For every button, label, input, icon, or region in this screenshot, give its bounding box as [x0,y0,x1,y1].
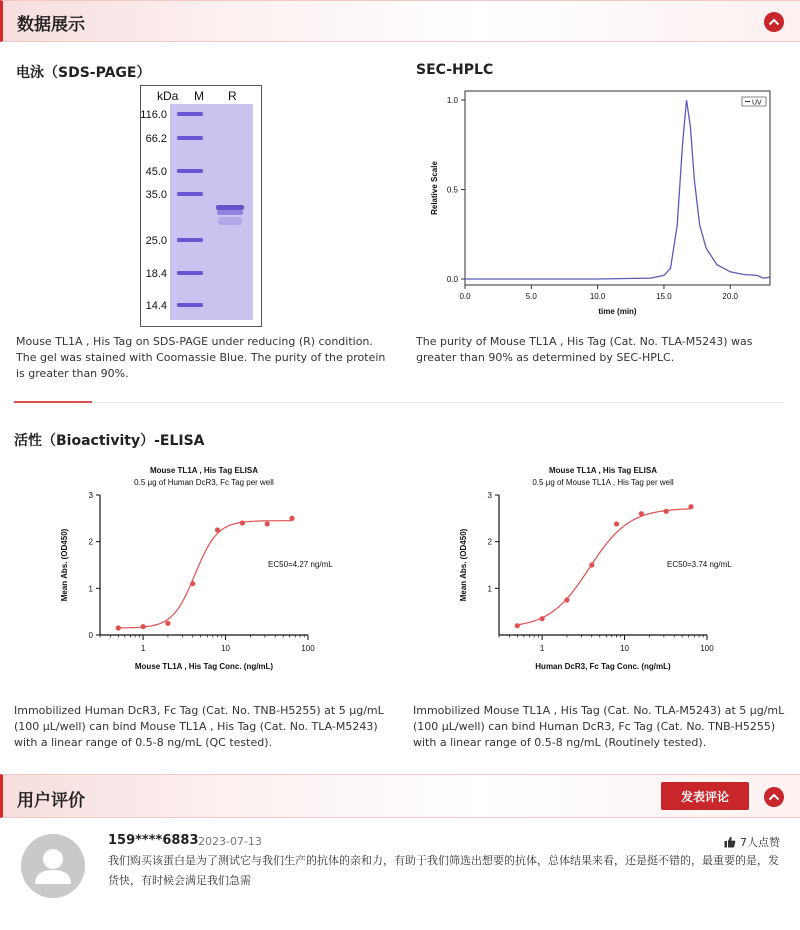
marker-band [177,136,203,140]
chart-title: Mouse TL1A , His Tag ELISA [149,466,259,475]
chevron-up-icon [768,18,780,26]
marker-band [177,169,203,173]
ec50-annotation: EC50=3.74 ng/mL [667,560,732,569]
data-point [165,621,170,626]
data-point [515,623,520,628]
marker-band [177,238,203,242]
marker-band [177,192,203,196]
x-tick-label: 100 [700,644,714,653]
data-point [589,562,594,567]
chart-title: Mouse TL1A , His Tag ELISA [548,466,658,475]
divider-accent [14,401,92,403]
sample-band [216,205,244,210]
x-tick-label: 10 [620,644,630,653]
collapse-button[interactable] [764,787,784,807]
data-point [614,521,619,526]
data-point [289,516,294,521]
data-point [265,521,270,526]
data-display-header [0,0,800,42]
avatar [21,834,85,898]
collapse-button[interactable] [764,12,784,32]
marker-label: 45.0 [145,166,167,178]
y-axis-label: Mean Abs. (OD450) [60,528,69,602]
sample-band-lower [217,210,243,215]
y-axis-label: Relative Scale [430,161,439,215]
x-tick-label: 10 [221,644,231,653]
sds-description: Mouse TL1A , His Tag on SDS-PAGE under reducing (R) condition. The gel was stained with Coomassie Blue. The purity of the protein is greater than 90%. [16,335,386,380]
chevron-up-icon [768,793,780,801]
sec-hplc-chart [420,88,780,323]
review-username: 159****6883 [108,833,199,848]
sec-description: The purity of Mouse TL1A , His Tag (Cat. No. TLA-M5243) was greater than 90% as determined by SEC-HPLC. [416,335,753,364]
x-axis-label: Mouse TL1A , His Tag Conc. (ng/mL) [134,662,274,671]
data-point [688,504,693,509]
x-tick-label: 0.0 [459,292,471,301]
sample-band-smear [218,217,242,225]
elisa-chart-1 [50,460,350,680]
y-tick-label: 1.0 [446,96,458,105]
y-tick-label: 0.5 [446,185,458,195]
data-point [540,616,545,621]
thumbs-up-icon [724,836,736,848]
marker-label: 25.0 [145,235,167,247]
data-point [215,527,220,532]
y-tick-label: 0.0 [446,275,458,284]
y-axis-label: Mean Abs. (OD450) [459,528,468,602]
data-point [116,625,121,630]
marker-band [177,112,203,116]
reviews-header [0,774,800,818]
y-tick-label: 3 [487,491,492,500]
data-point [141,624,146,629]
y-tick-label: 1 [487,584,492,594]
y-tick-label: 1 [88,584,93,594]
gel-kda-label: kDa [157,89,179,103]
divider [14,402,784,403]
post-review-button[interactable]: 发表评论 [661,782,749,810]
y-tick-label: 2 [88,537,93,547]
x-axis-label: Human DcR3, Fc Tag Conc. (ng/mL) [535,662,671,671]
legend-label: UV [752,99,762,107]
fit-curve [517,509,691,625]
x-tick-label: 10.0 [589,292,606,301]
x-axis-label: time (min) [598,307,637,316]
marker-label: 66.2 [145,133,167,145]
sds-gel-image [140,85,262,327]
data-point [190,581,195,586]
x-tick-label: 15.0 [656,292,672,301]
marker-label: 14.4 [145,300,167,312]
marker-label: 35.0 [145,189,167,201]
x-tick-label: 100 [301,644,315,653]
review-text: 我们购买该蛋白是为了测试它与我们生产的抗体的亲和力，有助于我们筛选出想要的抗体，总体结果来看，还是挺不错的，最重要的是，发货快，有时候会满足我们急需 [108,854,779,887]
sds-page-title: 电泳（SDS-PAGE） [16,65,151,81]
x-tick-label: 20.0 [722,292,739,301]
ec50-annotation: EC50=4.27 ng/mL [268,560,333,569]
x-tick-label: 1 [140,644,146,653]
gel-r-label: R [228,89,237,103]
elisa-chart-2 [449,460,749,680]
plot-frame [465,91,770,285]
y-tick-label: 2 [487,537,492,547]
data-point [639,511,644,516]
chart-subtitle: 0.5 μg of Human DcR3, Fc Tag per well [134,478,274,487]
marker-label: 116.0 [140,109,167,121]
fit-curve [118,521,292,628]
x-tick-label: 1 [539,644,545,653]
gel-m-label: M [194,89,204,103]
sec-hplc-title: SEC-HPLC [416,62,494,78]
section-title: 数据展示 [17,15,85,35]
y-tick-label: 3 [88,491,93,500]
marker-label: 18.4 [145,268,167,280]
elisa-title: 活性（Bioactivity）-ELISA [14,433,205,449]
data-point [564,597,569,602]
elisa-description-2: Immobilized Mouse TL1A , His Tag (Cat. No. TLA-M5243) at 5 μg/mL (100 μL/well) can bind Human DcR3, Fc Tag (Cat. No. TNB-H5255) with a linear range of 0.5-8 ng/mL (Routinely tested). [413,704,785,749]
sec-trace [465,100,770,279]
data-point [664,509,669,514]
elisa-description-1: Immobilized Human DcR3, Fc Tag (Cat. No. TNB-H5255) at 5 μg/mL (100 μL/well) can bind Mouse TL1A , His Tag (Cat. No. TLA-M5243) with a linear range of 0.5-8 ng/mL (QC tested). [14,704,384,749]
x-tick-label: 5.0 [525,292,537,301]
chart-subtitle: 0.5 μg of Mouse TL1A , His Tag per well [532,478,674,487]
review-date: 2023-07-13 [198,835,262,848]
like-count: 7人点赞 [740,836,780,849]
data-point [240,520,245,525]
y-tick-label: 0 [88,631,93,640]
like-button[interactable] [724,834,780,850]
section-title: 用户评价 [17,791,85,811]
marker-band [177,303,203,307]
marker-band [177,271,203,275]
